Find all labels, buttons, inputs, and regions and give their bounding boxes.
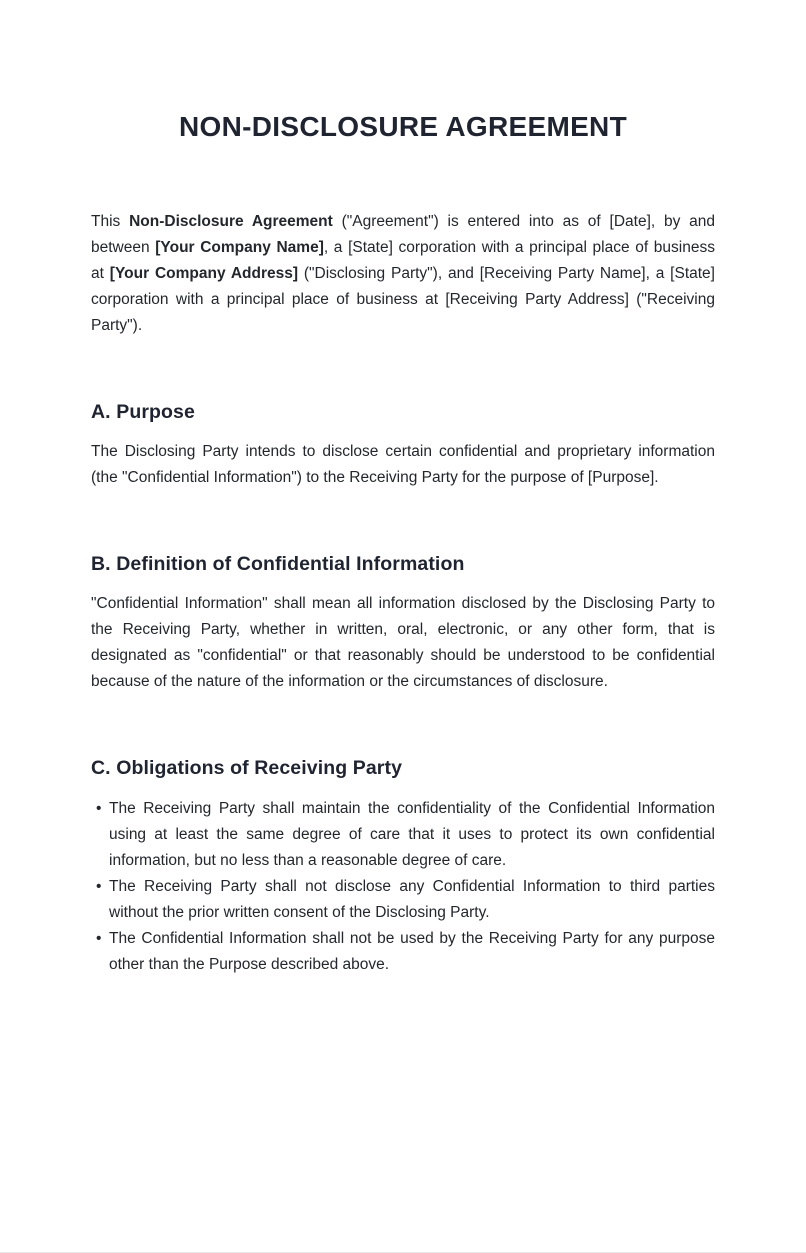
intro-text-segment: This	[91, 213, 130, 230]
obligation-item: • The Receiving Party shall not disclose any Confidential Information to third parties without the prior written consent of the Disclosing Party.	[91, 874, 715, 926]
document-title: NON-DISCLOSURE AGREEMENT	[179, 111, 627, 142]
section-heading-purpose: A. Purpose	[91, 401, 195, 423]
intro-text-segment: , a [State] corporation with a principal place of business at	[91, 239, 715, 282]
document-page	[0, 111, 806, 1253]
section-body-purpose: The Disclosing Party intends to disclose certain confidential and proprietary information (the "Confidential Information") to the Receiving Party for the purpose of [Purpose].	[91, 443, 715, 486]
obligation-item: • The Receiving Party shall maintain the confidentiality of the Confidential Information using at least the same degree of care that it uses to protect its own confidential information, but no less than a reasonable degree of care.	[91, 796, 715, 874]
document-content	[0, 111, 806, 978]
intro-paragraph	[91, 209, 715, 339]
intro-text-segment: ("Agreement") is entered into as of [Date], by and between	[91, 213, 715, 256]
intro-bold-segment: Non-Disclosure Agreement	[129, 213, 333, 230]
obligations-bullet-list	[91, 796, 715, 978]
section-heading-definition: B. Definition of Confidential Information	[91, 553, 465, 575]
section-heading-obligations: C. Obligations of Receiving Party	[91, 757, 403, 779]
intro-text-segment: ("Disclosing Party"), and [Receiving Party Name], a [State] corporation with a principal place of business at [Receiving Party Address] ("Receiving Party").	[91, 265, 715, 334]
obligation-item: • The Confidential Information shall not be used by the Receiving Party for any purpose other than the Purpose described above.	[91, 926, 715, 978]
intro-bold-segment: [Your Company Address]	[109, 265, 299, 282]
section-body-definition: "Confidential Information" shall mean all information disclosed by the Disclosing Party to the Receiving Party, whether in written, oral, electronic, or any other form, that is designated as "confidential" or that reasonably should be understood to be confidential because of the nature of the information or the circumstances of disclosure.	[91, 595, 715, 690]
intro-bold-segment: [Your Company Name]	[155, 239, 324, 256]
